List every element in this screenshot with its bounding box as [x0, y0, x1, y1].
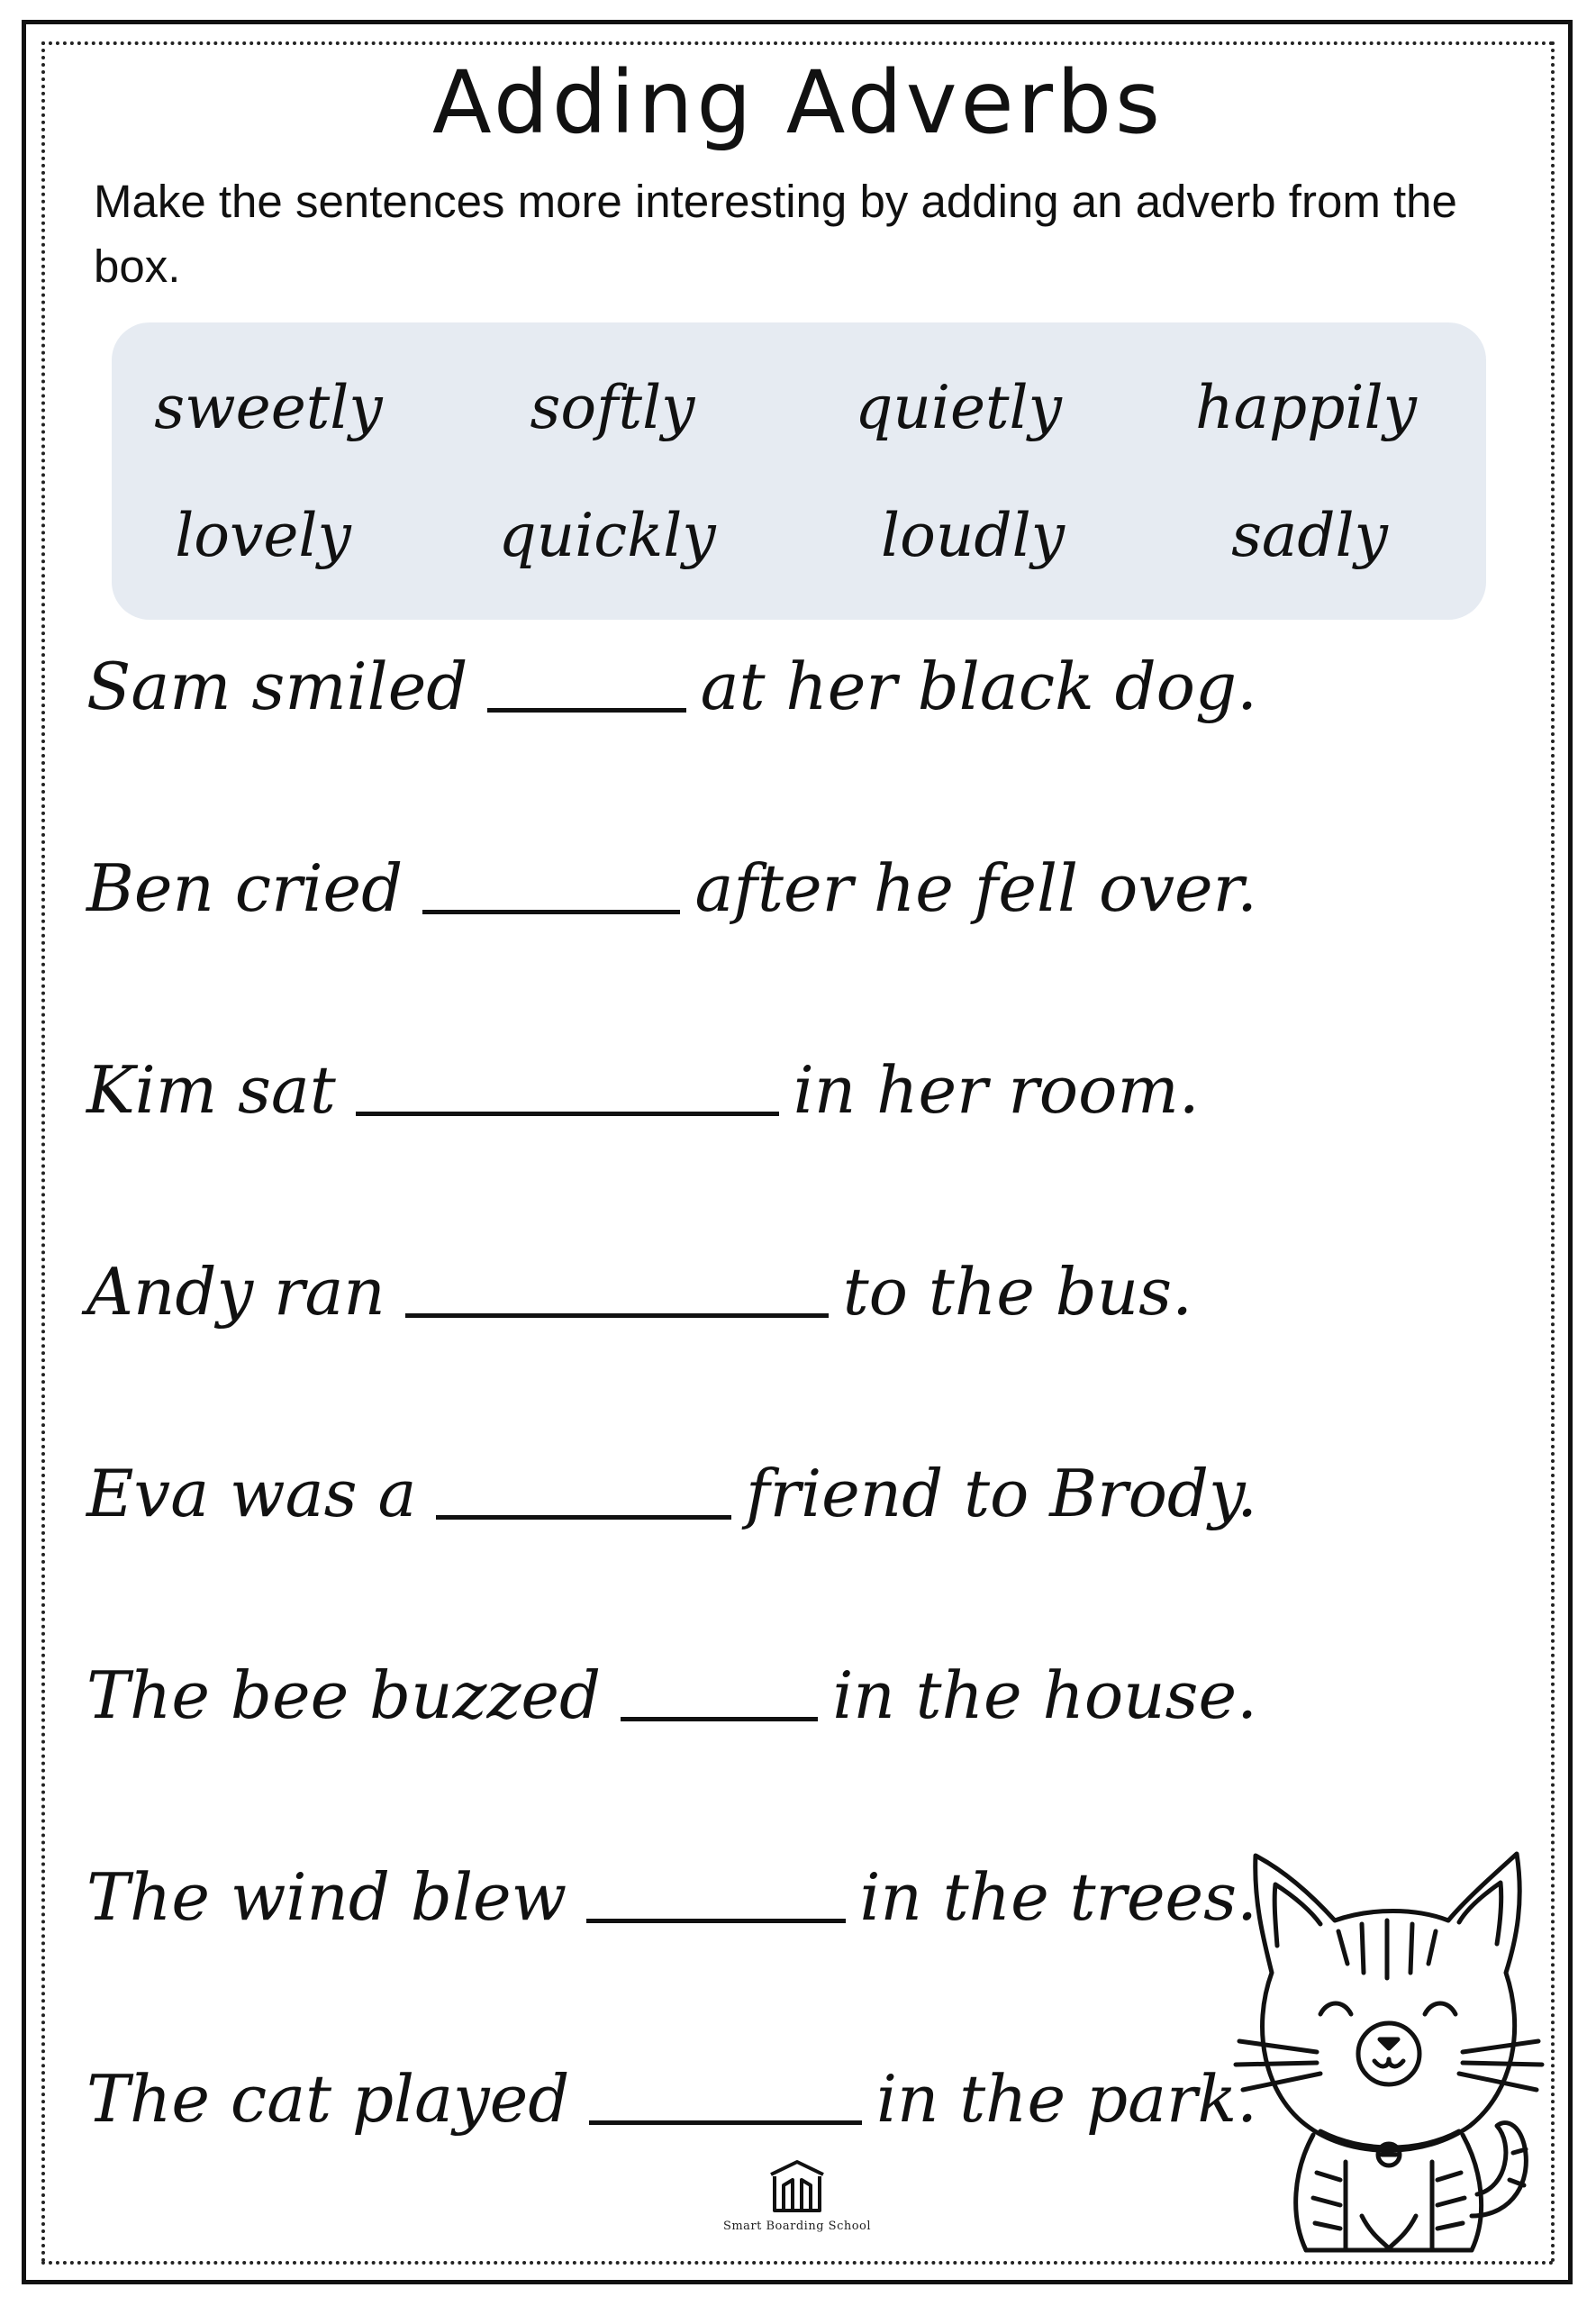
word-bank-word: lovely: [175, 501, 351, 570]
answer-blank[interactable]: [487, 703, 685, 713]
sentence-row: [86, 850, 1257, 926]
sentence-end: in the house.: [832, 1657, 1257, 1733]
word-bank-word: softly: [530, 373, 695, 442]
sentence-start: Ben cried: [86, 850, 404, 926]
sentence-row: [86, 1657, 1257, 1733]
sentence-end: friend to Brody.: [746, 1456, 1257, 1531]
sentence-start: The bee buzzed: [86, 1657, 602, 1733]
word-bank-word: happily: [1195, 373, 1417, 442]
word-bank-word: quietly: [855, 373, 1062, 442]
sentence-start: Kim sat: [86, 1052, 336, 1128]
answer-blank[interactable]: [436, 1510, 731, 1520]
sentence-end: at her black dog.: [700, 649, 1257, 724]
answer-blank[interactable]: [621, 1711, 818, 1721]
sentence-row: [86, 2061, 1257, 2137]
answer-blank[interactable]: [356, 1106, 779, 1116]
logo-label: Smart Boarding School: [722, 2220, 872, 2233]
school-logo: [721, 2156, 874, 2233]
worksheet-title: Adding Adverbs: [431, 52, 1165, 153]
sentence-end: in her room.: [793, 1052, 1200, 1128]
worksheet-instructions: Make the sentences more interesting by adding an adverb from the box.: [94, 176, 1457, 292]
answer-blank[interactable]: [589, 2115, 862, 2125]
answer-blank[interactable]: [586, 1913, 845, 1923]
sentence-start: Sam smiled: [86, 649, 468, 724]
sentence-end: to the bus.: [842, 1254, 1192, 1330]
sentence-start: The cat played: [86, 2061, 570, 2137]
sentence-start: Andy ran: [86, 1254, 385, 1330]
word-bank-box: [112, 322, 1486, 620]
word-bank-word: loudly: [881, 501, 1065, 570]
sentence-end: after he fell over.: [694, 850, 1257, 926]
sentence-row: [86, 1859, 1257, 1935]
word-bank-word: sadly: [1231, 501, 1388, 570]
cat-illustration-icon: [1227, 1838, 1551, 2261]
sentence-row: [86, 649, 1257, 724]
school-building-icon: [766, 2156, 829, 2214]
sentence-row: [86, 1052, 1257, 1128]
sentence-row: [86, 1456, 1257, 1531]
sentence-row: [86, 1254, 1257, 1330]
sentence-end: in the park.: [875, 2061, 1257, 2137]
word-bank-word: quickly: [498, 501, 716, 570]
sentence-start: The wind blew: [86, 1859, 567, 1935]
answer-blank[interactable]: [422, 904, 680, 914]
answer-blank[interactable]: [405, 1308, 829, 1318]
sentence-start: Eva was a: [86, 1456, 417, 1531]
sentence-end: in the trees.: [859, 1859, 1257, 1935]
word-bank-word: sweetly: [154, 373, 383, 442]
